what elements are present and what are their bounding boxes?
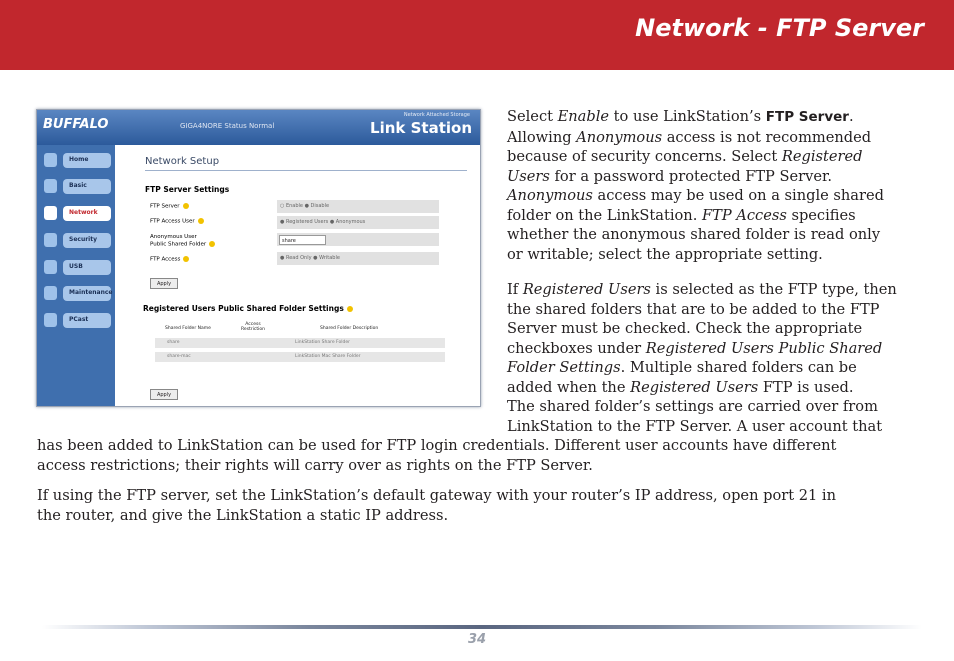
nav-maintenance: Maintenance: [41, 285, 113, 302]
ftp-access-user-label: FTP Access User: [150, 218, 204, 225]
public-folder-select: share: [279, 235, 326, 245]
apply-button: Apply: [150, 278, 178, 289]
screenshot-brand-subtitle: Network Attached Storage: [403, 112, 470, 118]
security-icon: [44, 233, 57, 247]
ftp-server-field: ○ Enable ● Disable: [277, 200, 439, 213]
page-number: 34: [467, 632, 487, 647]
network-icon: [44, 206, 57, 220]
network-setup-title: Network Setup: [145, 156, 220, 167]
nav-home: Home: [41, 152, 113, 169]
usb-icon: [44, 260, 57, 274]
buffalo-logo: BUFFALO: [43, 117, 109, 132]
ftp-settings-heading: FTP Server Settings: [145, 185, 230, 194]
basic-icon: [44, 179, 57, 193]
ftp-access-label: FTP Access: [150, 256, 189, 263]
screenshot-sidebar: [37, 145, 115, 406]
maintenance-icon: [44, 286, 57, 300]
help-icon: [198, 218, 204, 224]
nav-pcast: PCast: [41, 312, 113, 329]
registered-users-heading: Registered Users Public Shared Folder Settings: [143, 304, 353, 313]
table-row: share LinkStation Share Folder: [155, 338, 445, 348]
nav-usb: USB: [41, 259, 113, 276]
table-row: share-mac LinkStation Mac Share Folder: [155, 352, 445, 362]
ftp-access-field: ● Read Only ● Writable: [277, 252, 439, 265]
anonymous-user-label: Anonymous User Public Shared Folder: [150, 234, 215, 248]
page-title: Network - FTP Server: [635, 14, 924, 42]
ftp-access-user-field: ● Registered Users ● Anonymous: [277, 216, 439, 229]
home-icon: [44, 153, 57, 167]
linkstation-screenshot: [36, 109, 481, 407]
paragraph-1: Select Enable to use LinkStation’s FTP Server. Allowing Anonymous access is not recommended because of security concerns. Select Registered Users for a password protected FTP Server. Anonymous access may be used on a single shared folder on the LinkStation. FTP Access specifies whether the anonymous shared folder is read only or writable; select the appropriate setting.: [507, 108, 884, 263]
paragraph-2: If Registered Users is selected as the FTP type, then the shared folders that are to be added to the FTP Server must be checked. Check the appropriate checkboxes under Registered Users Public Shared Folder Settings. Multiple shared folders can be added when the Registered Users FTP is used. The shared folder’s settings are carried over from LinkStation to the FTP Server. A user account that: [507, 281, 897, 435]
paragraph-2-continued: has been added to LinkStation can be used for FTP login credentials. Different user accounts have different access restrictions; their rights will carry over as rights on the FTP Server.: [37, 437, 837, 474]
col-shared-folder-description: Shared Folder Description: [320, 326, 379, 331]
paragraph-3: If using the FTP server, set the LinkStation’s default gateway with your router’s IP address, open port 21 in the router, and give the LinkStation a static IP address.: [37, 487, 836, 524]
screenshot-status: GIGA4NORE Status Normal: [180, 122, 275, 130]
nav-basic: Basic: [41, 178, 113, 195]
footer-divider: [42, 625, 922, 629]
linkstation-logo: Link Station: [370, 119, 472, 137]
col-access-restriction: Access Restriction: [241, 322, 265, 332]
help-icon: [183, 256, 189, 262]
col-shared-folder-name: Shared Folder Name: [165, 326, 211, 331]
help-icon: [183, 203, 189, 209]
divider: [145, 170, 467, 171]
screenshot-main: [115, 145, 480, 406]
apply-button-2: Apply: [150, 389, 178, 400]
nav-network: Network: [41, 205, 113, 222]
ftp-server-label: FTP Server: [150, 203, 189, 210]
pcast-icon: [44, 313, 57, 327]
help-icon: [347, 306, 353, 312]
help-icon: [209, 241, 215, 247]
header-bar: [0, 0, 954, 70]
screenshot-header: [37, 110, 480, 145]
nav-security: Security: [41, 232, 113, 249]
